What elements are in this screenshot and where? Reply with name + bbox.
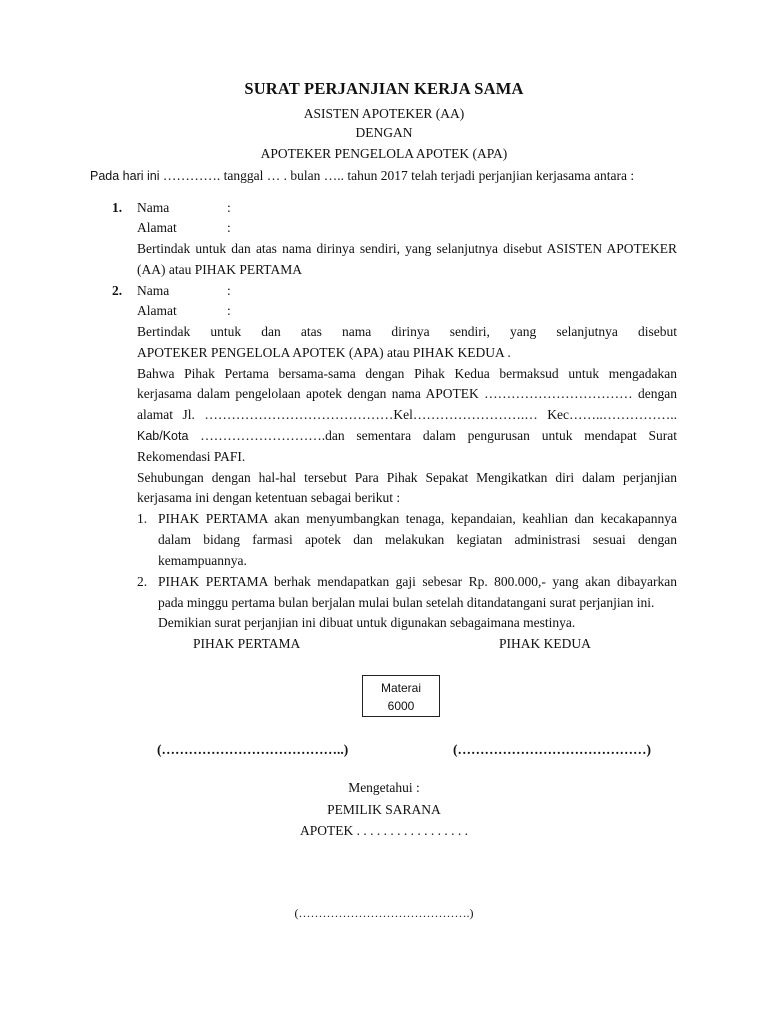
party1-alamat-colon: : [227, 220, 231, 235]
first-signature-blank: (…………………………………..) [157, 742, 349, 757]
document-title: SURAT PERJANJIAN KERJA SAMA [244, 79, 524, 98]
body-p1-line-4 [137, 428, 677, 444]
body-p1-line-3: alamat Jl. ……………………………………Kel…………………….… Kec……..…………….. [137, 407, 677, 422]
party1-nama-label: Nama [137, 200, 170, 215]
intro-line [90, 168, 634, 184]
intro-prefix: Pada hari ini [90, 169, 160, 183]
body-p1-line-4-rest: ……………………….dan sementara dalam pengurusan untuk mendapat Surat [188, 428, 677, 443]
subtitle-line-1: ASISTEN APOTEKER (AA) [303, 106, 465, 121]
witness-apotek: APOTEK . . . . . . . . . . . . . . . . . [300, 823, 468, 838]
party2-number: 2. [112, 283, 123, 298]
second-party-label: PIHAK KEDUA [499, 636, 591, 651]
term1-number: 1. [137, 511, 148, 526]
subtitle-line-3: APOTEKER PENGELOLA APOTEK (APA) [260, 146, 508, 161]
intro-rest: …………. tanggal … . bulan ….. tahun 2017 telah terjadi perjanjian kerjasama antara : [159, 168, 635, 183]
body-p1-line-5: Rekomendasi PAFI. [137, 449, 246, 464]
party2-alamat-label: Alamat [137, 303, 177, 318]
term2-line-2: pada minggu pertama bulan berjalan mulai bulan setelah ditandatangani surat perjanjian ini. [158, 595, 655, 610]
party1-alamat-label: Alamat [137, 220, 177, 235]
term2-line-3: Demikian surat perjanjian ini dibuat untuk digunakan sebagaimana mestinya. [158, 615, 576, 630]
first-party-label: PIHAK PERTAMA [193, 636, 301, 651]
witness-role: PEMILIK SARANA [327, 802, 441, 817]
kab-kota-label: Kab/Kota [137, 429, 189, 443]
term2-number: 2. [137, 574, 148, 589]
term1-line-3: kemampuannya. [158, 553, 247, 568]
body-p2-line-1: Sehubungan dengan hal-hal tersebut Para Pihak Sepakat Mengikatkan diri dalam perjanjian [137, 470, 677, 485]
party1-desc-line-1: Bertindak untuk dan atas nama dirinya sendiri, yang selanjutnya disebut ASISTEN APOTEKER [137, 241, 677, 256]
party2-nama-colon: : [227, 283, 231, 298]
term2-line-1: PIHAK PERTAMA berhak mendapatkan gaji sebesar Rp. 800.000,- yang akan dibayarkan [158, 574, 677, 589]
body-p1-line-1: Bahwa Pihak Pertama bersama-sama dengan Pihak Kedua bermaksud untuk mengadakan [137, 366, 677, 381]
party2-alamat-colon: : [227, 303, 231, 318]
stamp-box [362, 675, 440, 717]
witness-label: Mengetahui : [348, 780, 420, 795]
term1-line-1: PIHAK PERTAMA akan menyumbangkan tenaga, kepandaian, keahlian dan kecakapannya [158, 511, 677, 526]
party2-desc-line-1: Bertindak untuk dan atas nama dirinya sendiri, yang selanjutnya disebut [137, 324, 677, 339]
party1-desc-line-2: (AA) atau PIHAK PERTAMA [137, 262, 302, 277]
stamp-line-2: 6000 [387, 699, 415, 713]
term1-line-2: dalam bidang farmasi apotek dan melakukan kegiatan administrasi sesuai dengan [158, 532, 677, 547]
party1-number: 1. [112, 200, 123, 215]
body-p2-line-2: kerjasama ini dengan ketentuan sebagai berikut : [137, 490, 401, 505]
subtitle-line-2: DENGAN [355, 125, 413, 140]
second-signature-blank: (……………………………………) [453, 742, 651, 757]
party2-nama-label: Nama [137, 283, 170, 298]
witness-signature-blank: (…………………………………….) [294, 906, 474, 920]
stamp-line-1: Materai [380, 681, 421, 695]
body-p1-line-2: kerjasama dalam pengelolaan apotek dengan nama APOTEK …………………………… dengan [137, 386, 677, 401]
party1-nama-colon: : [227, 200, 231, 215]
party2-desc-line-2: APOTEKER PENGELOLA APOTEK (APA) atau PIHAK KEDUA . [137, 345, 511, 360]
